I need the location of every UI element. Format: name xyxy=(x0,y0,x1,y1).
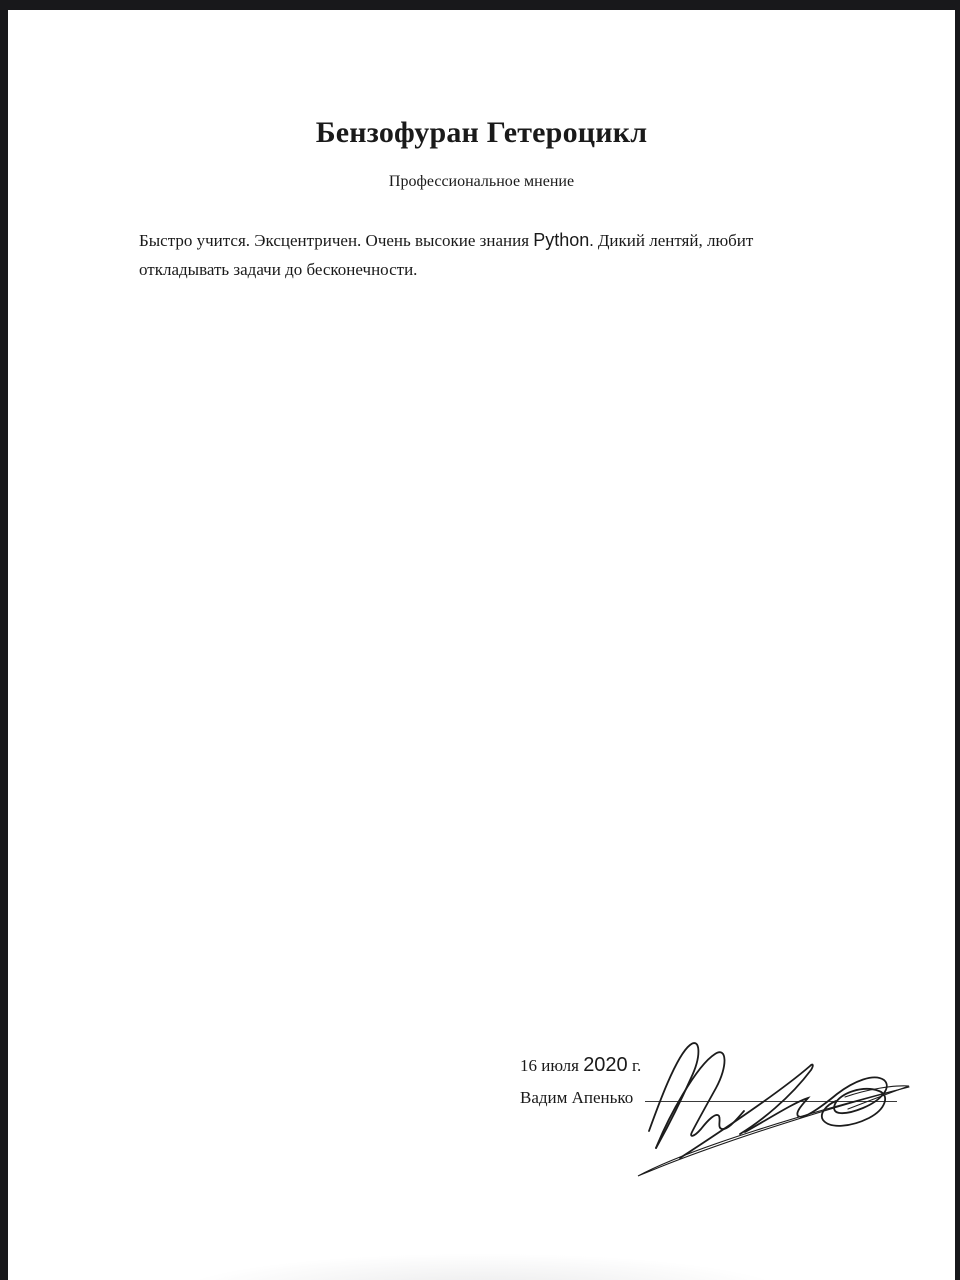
document-subtitle: Профессиональное мнение xyxy=(388,173,575,190)
date-prefix: 16 июля xyxy=(520,1056,584,1075)
date-suffix: г. xyxy=(627,1056,642,1075)
page-bottom-shadow xyxy=(68,1240,895,1280)
handwritten-signature-image xyxy=(620,1030,920,1190)
date-year: 2020 xyxy=(583,1054,628,1076)
body-text-part1: Быстро учится. Эксцентричен. Очень высокие знания xyxy=(139,231,534,250)
document-title: Бензофуран Гетероцикл xyxy=(315,116,648,149)
body-latin-term: Python xyxy=(533,230,590,250)
document-body-paragraph xyxy=(139,226,791,284)
document-page xyxy=(8,10,955,1280)
signer-name: Вадим Апенько xyxy=(520,1088,634,1107)
body-text-part2: . Дикий лентяй, любит откладывать задачи до бесконечности. xyxy=(139,231,754,279)
